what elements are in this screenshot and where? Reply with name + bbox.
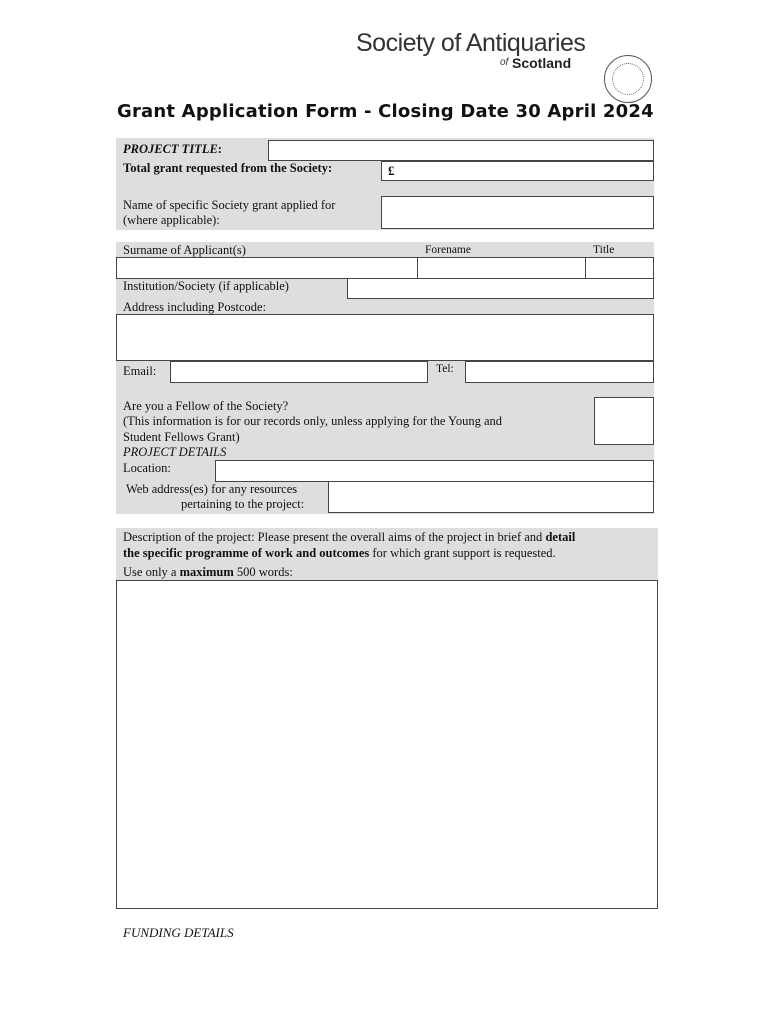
title-label: Title xyxy=(593,244,615,256)
specific-grant-label-line1: Name of specific Society grant applied for xyxy=(123,198,336,212)
description-line3: Use only a maximum 500 words: xyxy=(123,565,293,579)
web-address-input[interactable] xyxy=(328,481,654,513)
location-input[interactable] xyxy=(215,460,654,482)
surname-label: Surname of Applicant(s) xyxy=(123,243,246,257)
title-input[interactable] xyxy=(585,257,654,279)
funding-details-heading: FUNDING DETAILS xyxy=(123,925,234,940)
specific-grant-label-line2: (where applicable): xyxy=(123,213,220,227)
email-label: Email: xyxy=(123,364,157,378)
forename-label: Forename xyxy=(425,244,471,256)
description-textarea[interactable] xyxy=(116,580,658,909)
web-address-label-line1: Web address(es) for any resources xyxy=(126,482,298,496)
fellow-answer-box[interactable] xyxy=(594,397,654,445)
fellow-question-line1: Are you a Fellow of the Society? xyxy=(123,399,289,413)
org-name: Society of Antiquaries xyxy=(356,29,586,57)
org-of: of xyxy=(500,57,509,68)
institution-input[interactable] xyxy=(347,278,654,299)
web-address-label-line2: pertaining to the project: xyxy=(181,497,305,511)
project-title-input[interactable] xyxy=(268,140,654,161)
institution-label: Institution/Society (if applicable) xyxy=(123,279,289,293)
currency-symbol: £ xyxy=(388,163,395,178)
email-input[interactable] xyxy=(170,361,428,383)
fellow-question-line3: Student Fellows Grant) xyxy=(123,430,240,444)
project-details-heading: PROJECT DETAILS xyxy=(123,445,227,459)
tel-label: Tel: xyxy=(436,363,454,375)
total-grant-input[interactable] xyxy=(381,161,654,181)
address-label: Address including Postcode: xyxy=(123,300,267,314)
location-label: Location: xyxy=(123,461,171,475)
fellow-question-line2: (This information is for our records only, unless applying for the Young and xyxy=(123,414,502,428)
description-line1: Description of the project: Please present the overall aims of the project in brief and detail xyxy=(123,530,576,544)
description-line2: the specific programme of work and outcomes for which grant support is requested. xyxy=(123,546,556,560)
project-title-label: PROJECT TITLE: xyxy=(123,142,222,156)
forename-input[interactable] xyxy=(417,257,586,279)
surname-input[interactable] xyxy=(116,257,418,279)
tel-input[interactable] xyxy=(465,361,654,383)
specific-grant-input[interactable] xyxy=(381,196,654,229)
total-grant-label: Total grant requested from the Society: xyxy=(123,161,333,175)
society-seal-logo xyxy=(604,55,652,103)
form-title: Grant Application Form - Closing Date 30 April 2024 xyxy=(117,101,654,122)
org-region: Scotland xyxy=(512,55,572,71)
address-input[interactable] xyxy=(116,314,654,361)
